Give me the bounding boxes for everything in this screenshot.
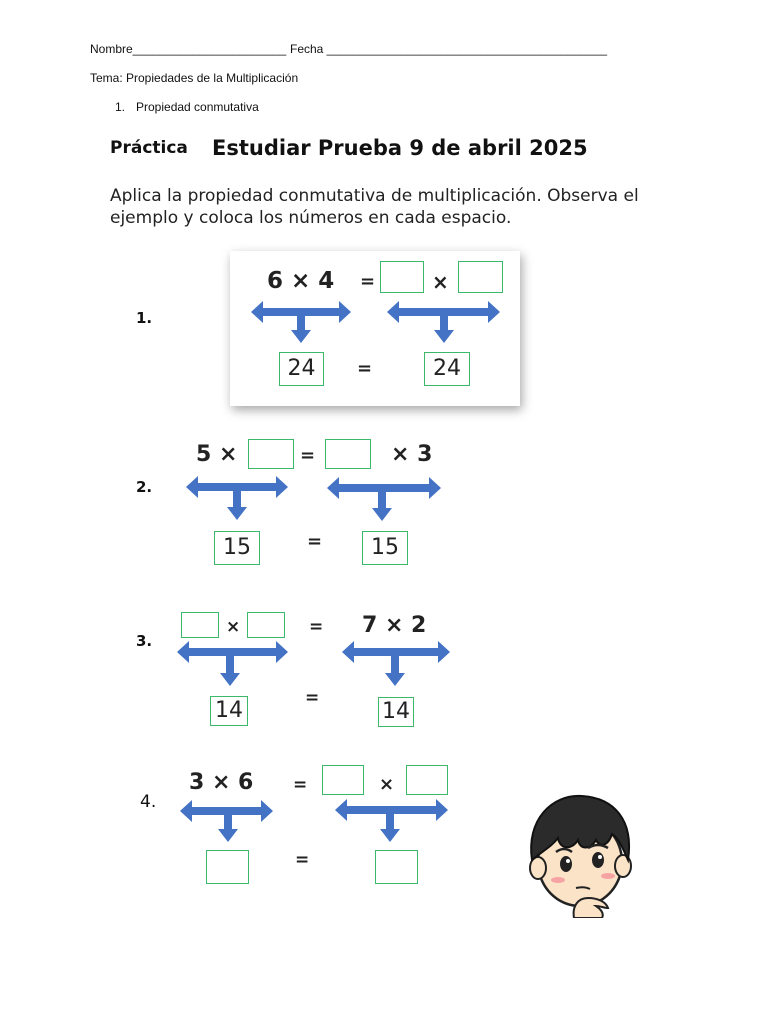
- down-arrow-icon: [372, 492, 392, 521]
- problem-4-times: ×: [379, 774, 395, 795]
- problem-4-answer-box-b[interactable]: [406, 765, 448, 795]
- problem-2-number: 2.: [136, 478, 153, 496]
- problem-2-result-right: 15: [362, 531, 408, 565]
- problem-1-equals: =: [360, 271, 376, 292]
- list-number: 1.: [115, 100, 126, 114]
- down-arrow-icon: [385, 656, 405, 686]
- problem-2-answer-box-b[interactable]: [325, 439, 371, 469]
- problem-2-suffix: × 3: [391, 442, 433, 467]
- problem-3-number: 3.: [136, 632, 153, 650]
- down-arrow-icon: [380, 814, 400, 842]
- thinking-boy-illustration: [522, 790, 637, 918]
- problem-4-result-right[interactable]: [375, 850, 418, 884]
- problem-3-result-left: 14: [210, 696, 248, 726]
- problem-4-answer-box-a[interactable]: [322, 765, 364, 795]
- down-arrow-icon: [218, 815, 238, 842]
- problem-3-times: ×: [226, 617, 241, 637]
- problem-4-left-expression: 3 × 6: [189, 770, 254, 795]
- problem-3-answer-box-b[interactable]: [247, 612, 285, 638]
- problem-4-result-left[interactable]: [206, 850, 249, 884]
- problem-3-result-right: 14: [378, 697, 414, 727]
- instructions-line-2: ejemplo y coloca los números en cada espacio.: [110, 208, 512, 228]
- problem-2-prefix: 5 ×: [196, 442, 238, 467]
- down-arrow-icon: [434, 316, 454, 343]
- worksheet-heading: Estudiar Prueba 9 de abril 2025: [212, 136, 588, 160]
- problem-2-result-equals: =: [307, 531, 323, 552]
- problem-3-right-expression: 7 × 2: [362, 613, 427, 638]
- problem-4-equals: =: [293, 775, 308, 795]
- practica-label: Práctica: [110, 138, 188, 158]
- problem-1-number: 1.: [136, 309, 153, 327]
- problem-1-answer-box-b[interactable]: [458, 261, 503, 293]
- nombre-field[interactable]: Nombre_______________________: [90, 42, 287, 56]
- problem-1-times: ×: [432, 270, 449, 294]
- problem-2-answer-box-a[interactable]: [248, 439, 294, 469]
- problem-1-result-left: 24: [279, 352, 324, 386]
- problem-4-result-equals: =: [295, 850, 310, 870]
- problem-2-result-left: 15: [214, 531, 260, 565]
- down-arrow-icon: [291, 316, 311, 343]
- problem-3-equals: =: [309, 617, 324, 637]
- list-item-label: Propiedad conmutativa: [136, 100, 259, 114]
- down-arrow-icon: [220, 656, 240, 686]
- problem-1-answer-box-a[interactable]: [380, 261, 424, 293]
- problem-1-result-equals: =: [357, 358, 373, 379]
- instructions-line-1: Aplica la propiedad conmutativa de multiplicación. Observa el: [110, 186, 639, 206]
- problem-3-result-equals: =: [305, 688, 320, 708]
- down-arrow-icon: [227, 491, 247, 520]
- problem-1-left-expression: 6 × 4: [267, 268, 335, 294]
- tema-text: Tema: Propiedades de la Multiplicación: [90, 71, 299, 85]
- problem-2-equals: =: [300, 445, 316, 466]
- problem-4-number: 4.: [140, 792, 157, 812]
- fecha-field[interactable]: Fecha __________________________________________: [290, 42, 607, 56]
- problem-1-result-right: 24: [424, 352, 470, 386]
- problem-3-answer-box-a[interactable]: [181, 612, 219, 638]
